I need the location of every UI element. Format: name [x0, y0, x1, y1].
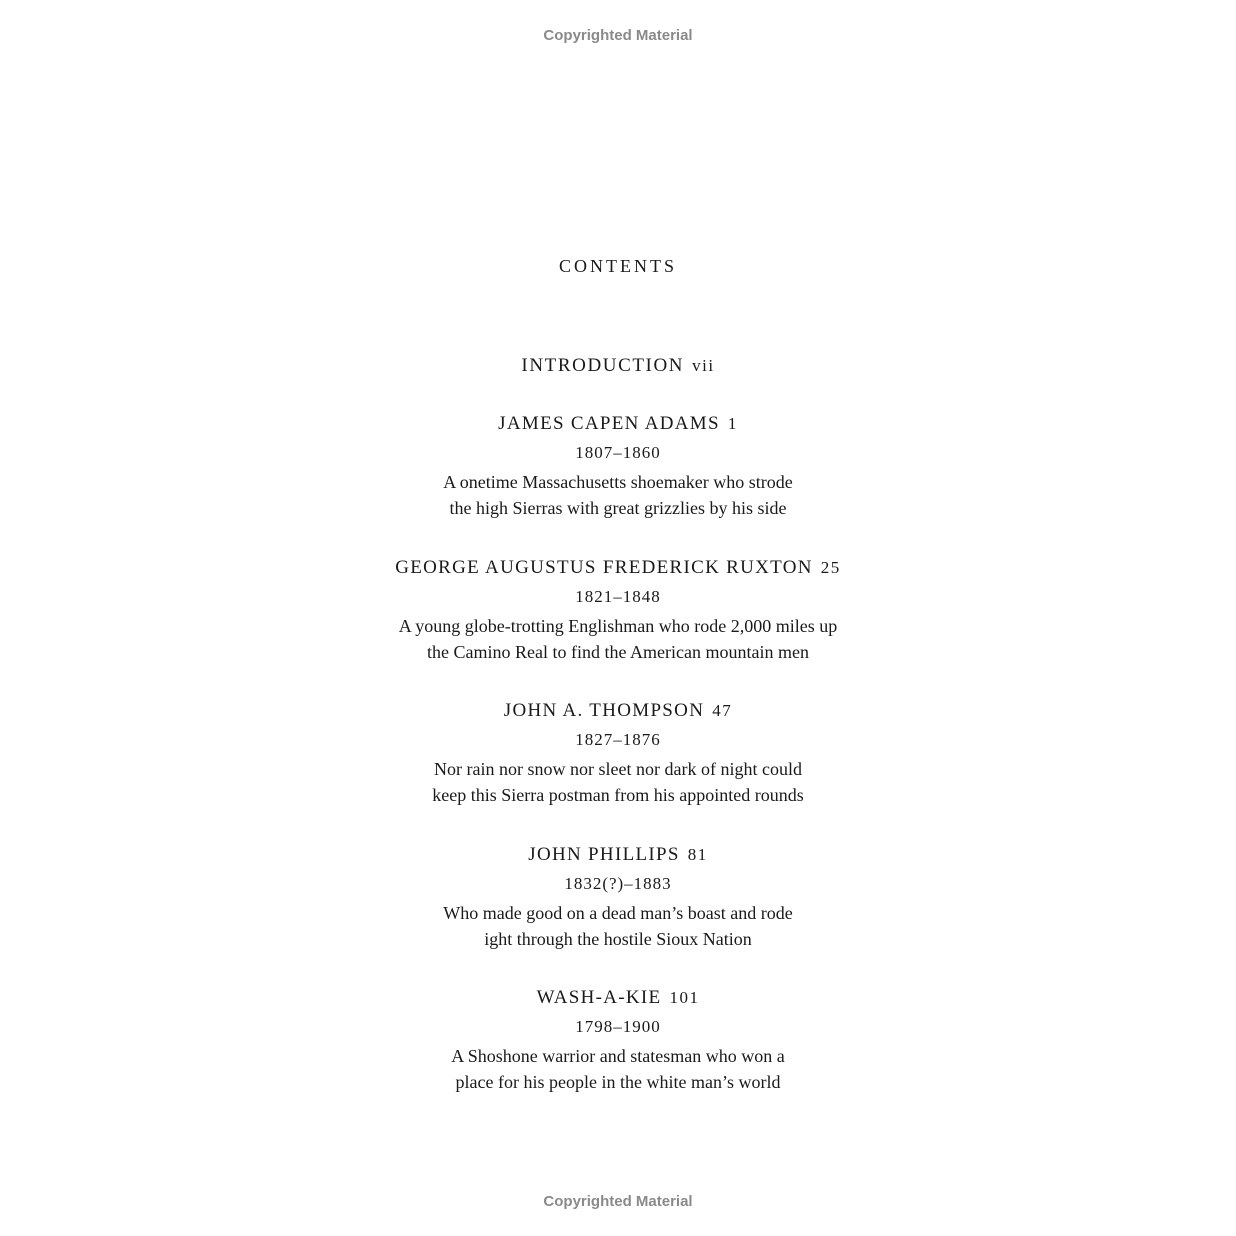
contents-heading: CONTENTS [559, 256, 677, 276]
entry-description [0, 900, 1236, 952]
entry-dates: 1798–1900 [575, 1017, 661, 1036]
entry-name: JAMES CAPEN ADAMS [498, 413, 720, 434]
toc-entry-title [0, 985, 1236, 1011]
entry-description-line: ight through the hostile Sioux Nation [484, 929, 752, 949]
toc-introduction[interactable] [0, 353, 1236, 379]
entry-description [0, 613, 1236, 665]
entry-description [0, 1043, 1236, 1095]
toc-entry-phillips[interactable] [0, 842, 1236, 952]
entry-name: JOHN A. THOMPSON [503, 700, 705, 721]
entry-description-line: Who made good on a dead man’s boast and rode [443, 903, 793, 923]
toc-introduction-title: INTRODUCTION [521, 355, 685, 376]
entry-page-number: 81 [687, 845, 708, 864]
entry-description-line: A onetime Massachusetts shoemaker who strode [443, 472, 793, 492]
entry-description [0, 756, 1236, 808]
entry-dates: 1807–1860 [575, 443, 661, 462]
watermark-bottom: Copyrighted Material [543, 1193, 693, 1210]
toc-entry-thompson[interactable] [0, 698, 1236, 808]
entry-dates: 1832(?)–1883 [564, 874, 672, 893]
toc-entry-adams[interactable] [0, 411, 1236, 521]
toc-entry-title [0, 411, 1236, 437]
entry-description [0, 469, 1236, 521]
toc-entry-title [0, 555, 1236, 581]
entry-page-number: 101 [669, 988, 700, 1007]
entry-description-line: A young globe-trotting Englishman who rode 2,000 miles up [398, 616, 838, 636]
entry-dates: 1821–1848 [575, 587, 661, 606]
entry-description-line: the Camino Real to find the American mountain men [427, 642, 809, 662]
toc-entry-washakie[interactable] [0, 985, 1236, 1095]
entry-description-line: the high Sierras with great grizzlies by his side [449, 498, 787, 518]
toc-entry-title [0, 698, 1236, 724]
entry-name: JOHN PHILLIPS [528, 844, 680, 865]
entry-description-line: place for his people in the white man’s world [455, 1072, 781, 1092]
entry-page-number: 1 [727, 414, 738, 433]
toc-introduction-page: vii [692, 356, 715, 375]
entry-description-line: Nor rain nor snow nor sleet nor dark of night could [434, 759, 802, 779]
entry-page-number: 25 [820, 558, 841, 577]
toc-entry-ruxton[interactable] [0, 555, 1236, 665]
entry-name: GEORGE AUGUSTUS FREDERICK RUXTON [395, 557, 813, 578]
toc-entry-title [0, 842, 1236, 868]
entry-page-number: 47 [712, 701, 733, 720]
entry-description-line: A Shoshone warrior and statesman who won a [451, 1046, 785, 1066]
entry-name: WASH-A-KIE [536, 987, 662, 1008]
watermark-top: Copyrighted Material [543, 27, 693, 44]
entry-description-line: keep this Sierra postman from his appointed rounds [432, 785, 804, 805]
entry-dates: 1827–1876 [575, 730, 661, 749]
